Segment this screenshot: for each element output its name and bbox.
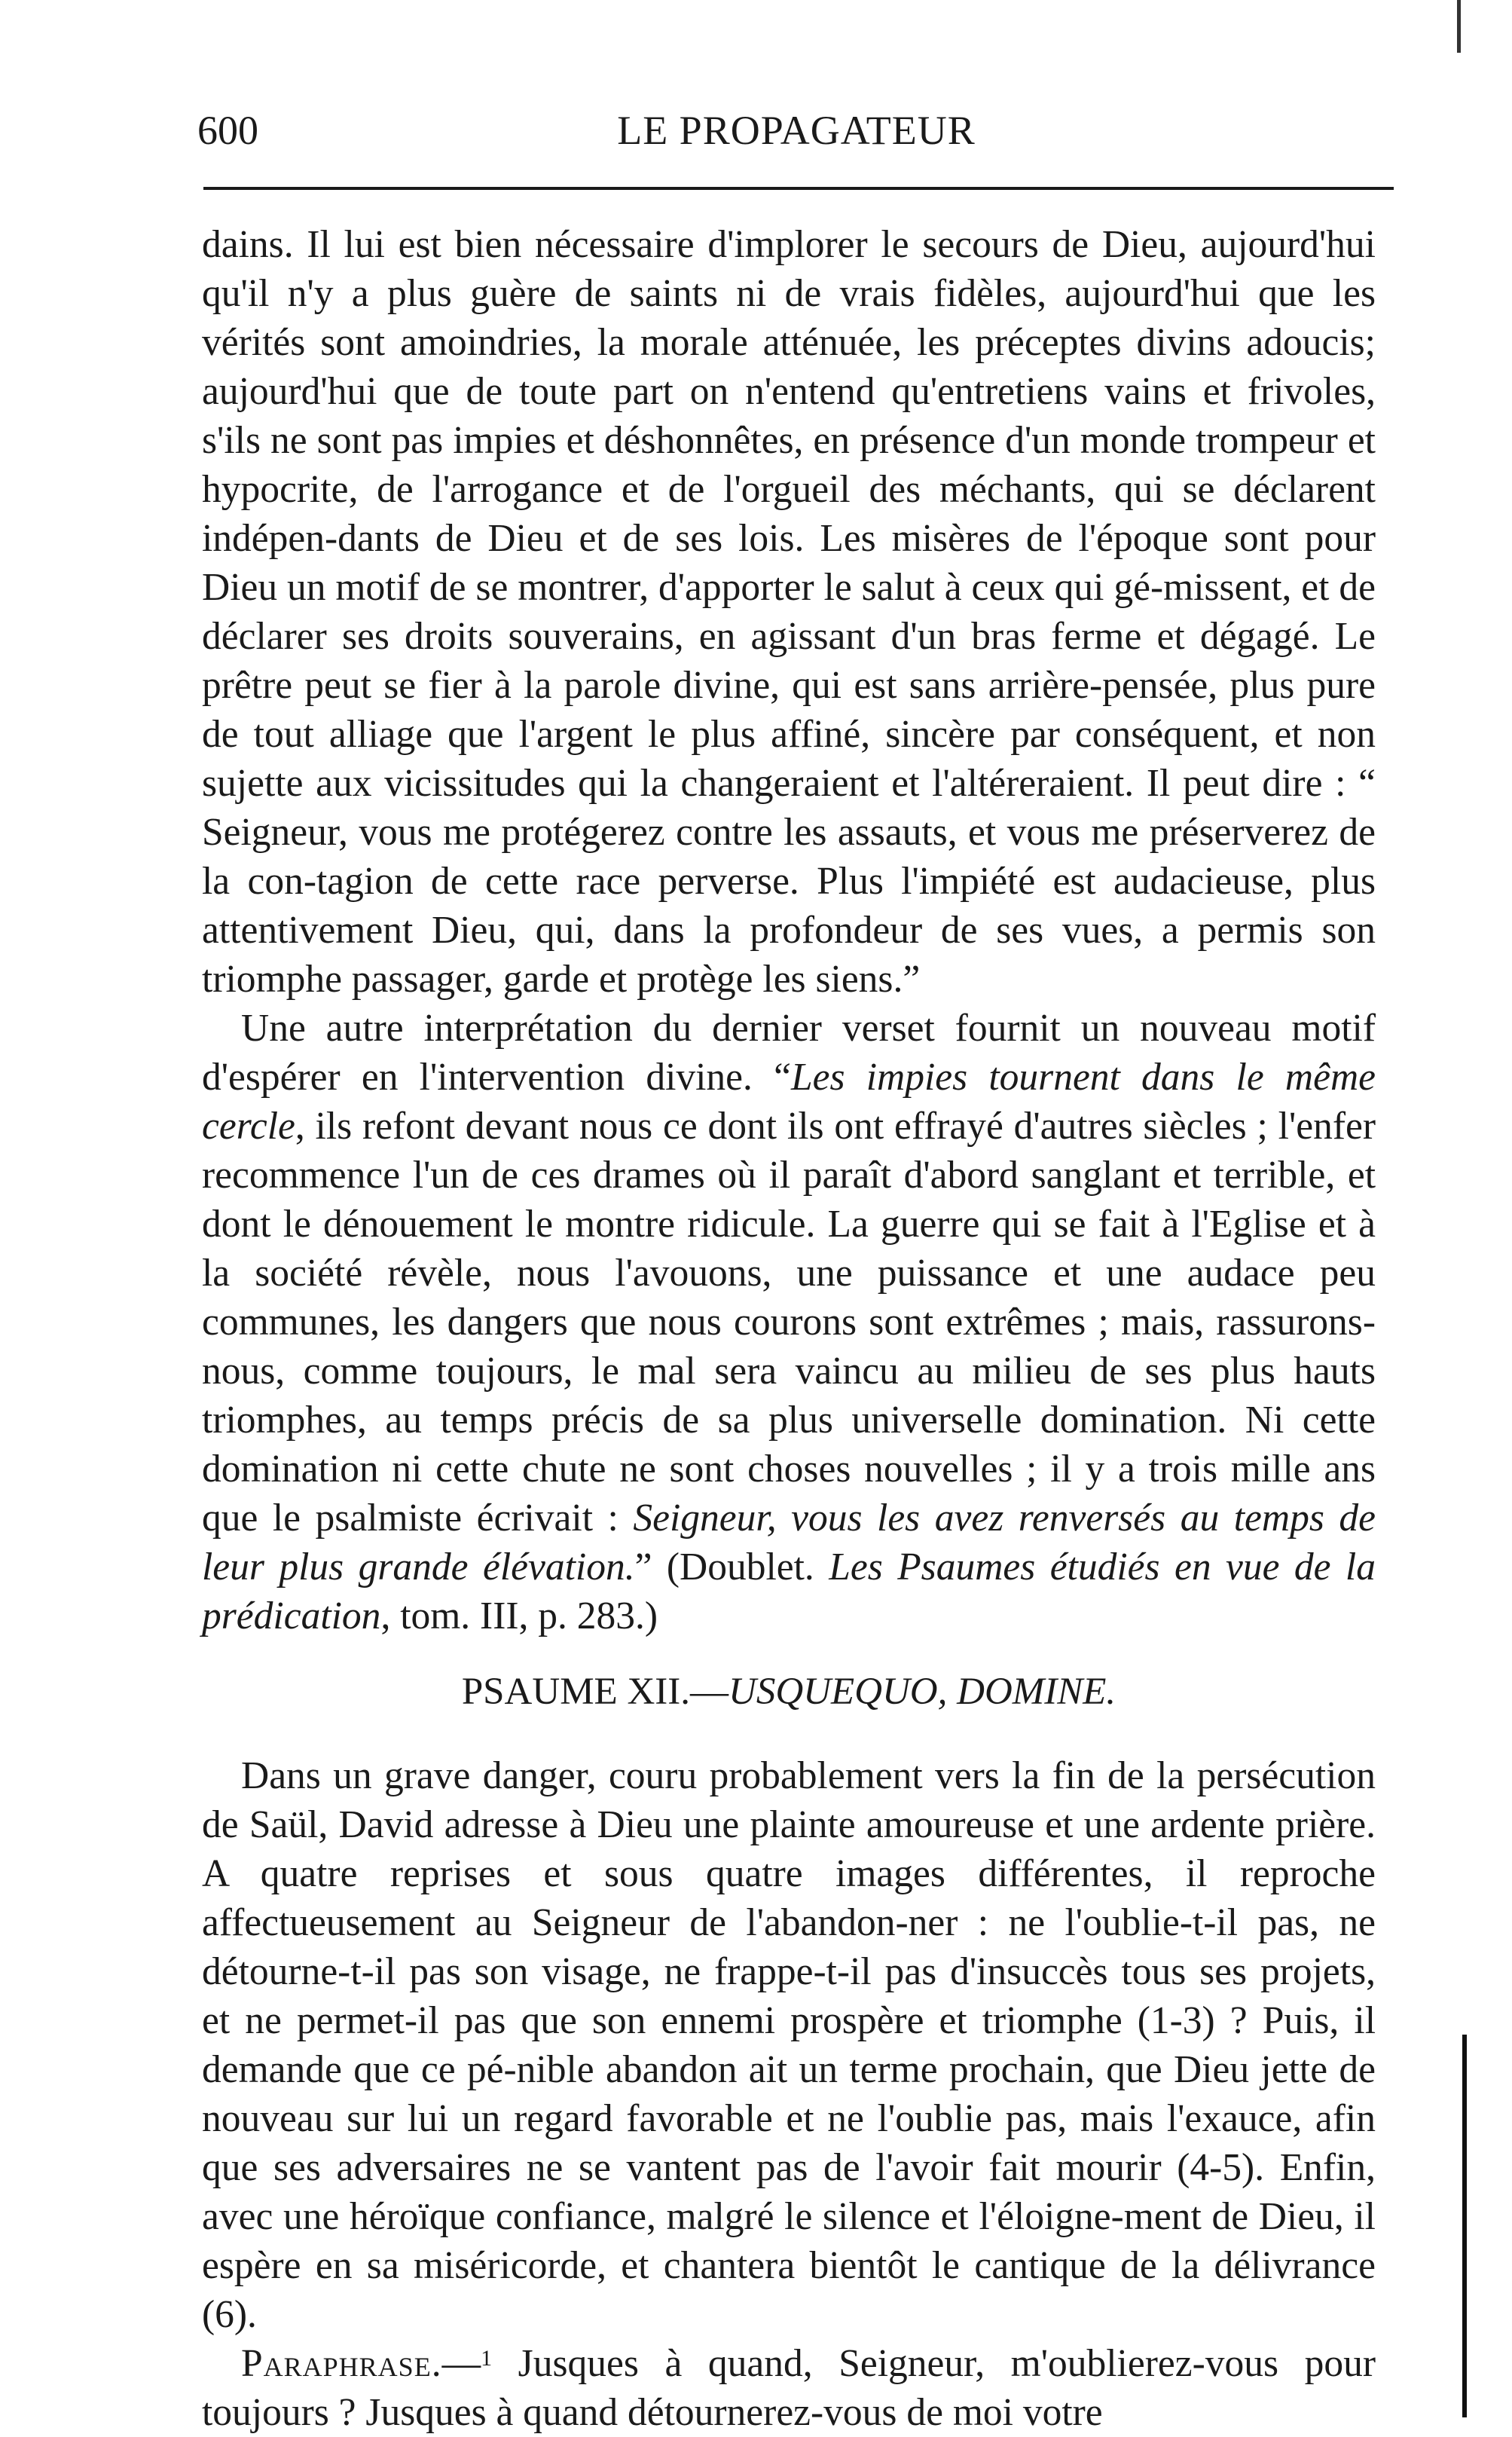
interpretation-citation-author: ” (Doublet.	[634, 1546, 829, 1588]
paraphrase-text: Jusques à quand, Seigneur, m'oublierez-vous pour toujours ? Jusques à quand détournerez-vous de moi votre	[202, 2342, 1376, 2434]
verse-number: 1	[481, 2346, 493, 2371]
interpretation-text-1: Une autre interprétation du dernier verset fournit un nouveau motif d'espérer en l'intervention divine. “	[202, 1007, 1376, 1099]
interpretation-citation-ref: , tom. III, p. 283.)	[380, 1595, 658, 1637]
section-title-latin: USQUEQUO, DOMINE.	[729, 1671, 1116, 1713]
section-title	[202, 1668, 1376, 1717]
interpretation-quote-1: Les impies tournent dans le même cercle	[202, 1056, 1376, 1148]
body-text	[202, 220, 1376, 2437]
header-rule	[203, 187, 1394, 190]
paragraph-paraphrase	[202, 2339, 1376, 2437]
journal-title: LE PROPAGATEUR	[617, 108, 976, 153]
running-head	[197, 104, 1395, 157]
interpretation-citation-title: Les Psaumes étudiés en vue de la prédication	[202, 1546, 1376, 1637]
interpretation-quote-2: Seigneur, vous les avez renversés au temps de leur plus grande élévation.	[202, 1497, 1376, 1588]
page-edge-shadow-top	[1457, 0, 1461, 53]
paraphrase-label: Paraphrase.	[241, 2342, 442, 2385]
page-edge-shadow	[1462, 2035, 1467, 2417]
section-title-prefix: PSAUME XII.—	[461, 1671, 729, 1713]
paragraph-summary: Dans un grave danger, couru probablement vers la fin de la persécution de Saül, David adresse à Dieu une plainte amoureuse et une ardente prière. A quatre reprises et sous quatre images différentes, il reproche affectueusement au Seigneur de l'abandon-ner : ne l'oublie-t-il pas, ne détourne-t-il pas son visage, ne frappe-t-il pas d'insuccès tous ses projets, et ne permet-il pas que son ennemi prospère et triomphe (1-3) ? Puis, il demande que ce pé-nible abandon ait un terme prochain, que Dieu jette de nouveau sur lui un regard favorable et ne l'oublie pas, mais l'exauce, afin que ses adversaires ne se vantent pas de l'avoir fait mourir (4-5). Enfin, avec une héroïque confiance, malgré le silence et l'éloigne-ment de Dieu, il espère en sa miséricorde, et chantera bientôt le cantique de la délivrance (6).	[202, 1754, 1376, 2336]
page-number: 600	[197, 108, 258, 153]
paraphrase-dash: —	[441, 2342, 481, 2385]
paragraph-continuation: dains. Il lui est bien nécessaire d'implorer le secours de Dieu, aujourd'hui qu'il n'y a plus guère de saints ni de vrais fidèles, aujourd'hui que les vérités sont amoindries, la morale atténuée, les préceptes divins adoucis; aujourd'hui que de toute part on n'entend qu'entretiens vains et frivoles, s'ils ne sont pas impies et déshonnêtes, en présence d'un monde trompeur et hypocrite, de l'arrogance et de l'orgueil des méchants, qui se déclarent indépen-dants de Dieu et de ses lois. Les misères de l'époque sont pour Dieu un motif de se montrer, d'apporter le salut à ceux qui gé-missent, et de déclarer ses droits souverains, en agissant d'un bras ferme et dégagé. Le prêtre peut se fier à la parole divine, qui est sans arrière-pensée, plus pure de tout alliage que l'argent le plus affiné, sincère par conséquent, et non sujette aux vicissitudes qui la changeraient et l'altéreraient. Il peut dire : “ Seigneur, vous me protégerez contre les assauts, et vous me préserverez de la con-tagion de cette race perverse. Plus l'impiété est audacieuse, plus attentivement Dieu, qui, dans la profondeur de ses vues, a permis son triomphe passager, garde et protège les siens.”	[202, 223, 1376, 1001]
paragraph-interpretation	[202, 1004, 1376, 1640]
interpretation-text-2: , ils refont devant nous ce dont ils ont effrayé d'autres siècles ; l'enfer recommence l'un de ces drames où il paraît d'abord sanglant et terrible, et dont le dénouement le montre ridicule. La guerre qui se fait à l'Eglise et à la société révèle, nous l'avouons, une puissance et une audace peu communes, les dangers que nous courons sont extrêmes ; mais, rassurons-nous, comme toujours, le mal sera vaincu au milieu de ses plus hauts triomphes, au temps précis de sa plus universelle domination. Ni cette domination ni cette chute ne sont choses nouvelles ; il y a trois mille ans que le psalmiste écrivait :	[202, 1105, 1376, 1540]
